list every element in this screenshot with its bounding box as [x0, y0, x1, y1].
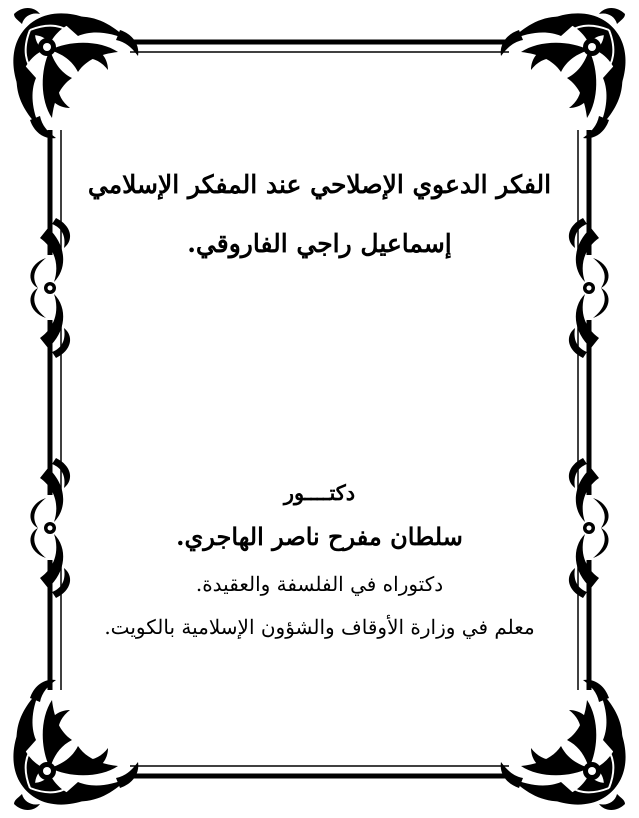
author-degree: دكتوراه في الفلسفة والعقيدة.: [195, 572, 444, 596]
author-position: معلم في وزارة الأوقاف والشؤون الإسلامية بالكويت.: [104, 615, 535, 639]
title-line-1: الفكر الدعوي الإصلاحي عند المفكر الإسلامي: [87, 170, 552, 199]
corner-ornament-bottom-right: [501, 680, 626, 810]
title-line-2: إسماعيل راجي الفاروقي.: [187, 229, 452, 258]
corner-ornament-top-right: [501, 8, 626, 138]
author-label: دكتــــور: [283, 480, 356, 505]
corner-ornament-bottom-left: [13, 680, 138, 810]
author-name: سلطان مفرح ناصر الهاجري.: [176, 522, 463, 551]
corner-ornament-top-left: [13, 8, 138, 138]
